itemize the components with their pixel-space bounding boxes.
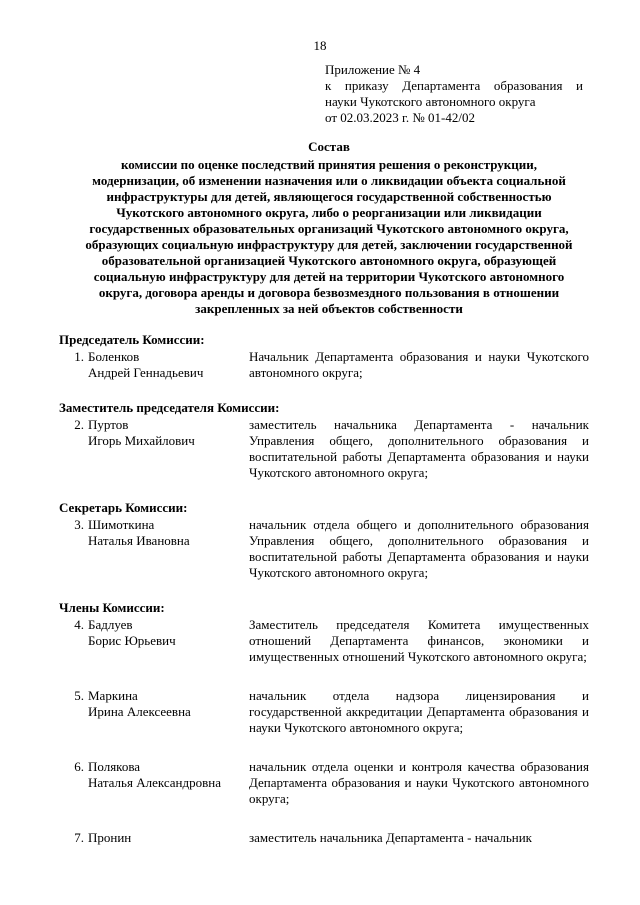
member-position: Начальник Департамента образования и науки Чукотского автономного округа; bbox=[249, 349, 589, 380]
section-deputy-chairman bbox=[59, 400, 589, 481]
member-number: 4. bbox=[74, 617, 84, 632]
appendix-line: к приказу Департамента образования и bbox=[325, 78, 583, 93]
member-given-name: Наталья Ивановна bbox=[88, 533, 190, 548]
title-line: государственных образовательных организаций Чукотского автономного округа, bbox=[89, 221, 569, 236]
section-heading: Председатель Комиссии: bbox=[59, 332, 205, 347]
member-row bbox=[59, 688, 589, 736]
member-name bbox=[88, 688, 249, 736]
member-name bbox=[88, 349, 249, 381]
member-given-name: Андрей Геннадьевич bbox=[88, 365, 204, 380]
appendix-line: науки Чукотского автономного округа bbox=[325, 94, 536, 109]
section-members bbox=[59, 600, 589, 846]
member-surname: Бадлуев bbox=[88, 617, 133, 632]
section-chairman bbox=[59, 332, 589, 381]
member-surname: Пуртов bbox=[88, 417, 129, 432]
member-name bbox=[88, 759, 249, 807]
title-line: Чукотского автономного округа, либо о реорганизации или ликвидации bbox=[116, 205, 542, 220]
member-row bbox=[59, 830, 589, 846]
member-given-name: Игорь Михайлович bbox=[88, 433, 195, 448]
member-position: начальник отдела общего и дополнительного образования Управления общего, дополнительного образования и воспитательной работы Департамента образования и науки Чукотского автономного округа; bbox=[249, 517, 589, 580]
member-surname: Шимоткина bbox=[88, 517, 155, 532]
title-line: модернизации, об изменении назначения или о ликвидации объекта социальной bbox=[92, 173, 566, 188]
member-number: 6. bbox=[74, 759, 84, 774]
appendix-line: Приложение № 4 bbox=[325, 62, 421, 77]
document-title bbox=[58, 139, 600, 317]
member-position: Заместитель председателя Комитета имущественных отношений Департамента финансов, экономики и имущественных отношений Чукотского автономного округа; bbox=[249, 617, 589, 664]
section-heading: Секретарь Комиссии: bbox=[59, 500, 188, 515]
title-line: комиссии по оценке последствий принятия решения о реконструкции, bbox=[120, 157, 538, 172]
appendix-header bbox=[325, 62, 583, 126]
title-line: инфраструктуры для детей, являющегося государственной собственностью bbox=[106, 189, 552, 204]
member-given-name: Ирина Алексеевна bbox=[88, 704, 191, 719]
member-surname: Боленков bbox=[88, 349, 140, 364]
member-number: 3. bbox=[74, 517, 84, 532]
member-position: начальник отдела оценки и контроля качества образования Департамента образования и науки Чукотского автономного округа; bbox=[249, 759, 589, 806]
member-number: 1. bbox=[74, 349, 84, 364]
section-heading: Члены Комиссии: bbox=[59, 600, 165, 615]
member-surname: Пронин bbox=[88, 830, 132, 845]
member-row bbox=[59, 759, 589, 807]
member-given-name: Борис Юрьевич bbox=[88, 633, 176, 648]
title-line: образовательной организацией Чукотского автономного округа, образующей bbox=[101, 253, 557, 268]
member-number: 7. bbox=[74, 830, 84, 845]
member-row bbox=[59, 417, 589, 481]
member-name bbox=[88, 517, 249, 581]
commission-roster bbox=[59, 332, 589, 865]
member-row bbox=[59, 349, 589, 381]
member-row bbox=[59, 517, 589, 581]
title-line: образующих социальную инфраструктуру для детей, заключении государственной bbox=[85, 237, 573, 252]
section-secretary bbox=[59, 500, 589, 581]
member-surname: Маркина bbox=[88, 688, 138, 703]
member-name bbox=[88, 617, 249, 665]
member-name bbox=[88, 830, 249, 846]
member-surname: Полякова bbox=[88, 759, 141, 774]
member-position: заместитель начальника Департамента - начальник bbox=[249, 830, 532, 845]
member-given-name: Наталья Александровна bbox=[88, 775, 221, 790]
member-row bbox=[59, 617, 589, 665]
member-position: заместитель начальника Департамента - начальник Управления общего, дополнительного образования и воспитательной работы Департамента образования и науки Чукотского автономного округа; bbox=[249, 417, 589, 480]
section-heading: Заместитель председателя Комиссии: bbox=[59, 400, 280, 415]
member-number: 2. bbox=[74, 417, 84, 432]
member-number: 5. bbox=[74, 688, 84, 703]
title-line: закрепленных за ней объектов собственности bbox=[195, 301, 463, 316]
appendix-line: от 02.03.2023 г. № 01-42/02 bbox=[325, 110, 475, 125]
title-line: социальную инфраструктуру для детей на территории Чукотского автономного bbox=[93, 269, 565, 284]
member-position: начальник отдела надзора лицензирования и государственной аккредитации Департамента образования и науки Чукотского автономного округа; bbox=[249, 688, 589, 735]
member-name bbox=[88, 417, 249, 481]
page-number: 18 bbox=[313, 38, 327, 53]
title-heading: Состав bbox=[308, 139, 350, 154]
title-line: округа, договора аренды и договора безвозмездного пользования в отношении bbox=[98, 285, 560, 300]
